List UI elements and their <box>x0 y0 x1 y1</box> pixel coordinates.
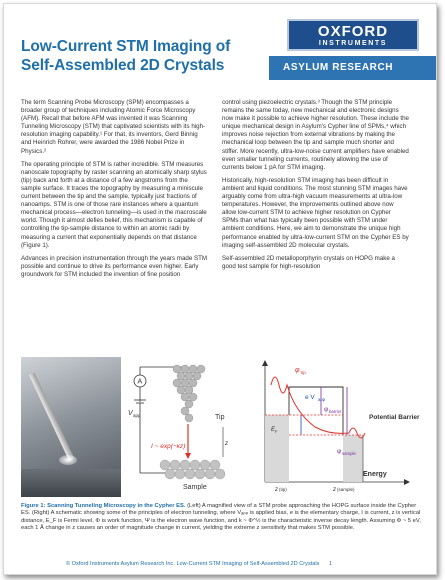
tip-label: Tip <box>215 414 225 421</box>
tip-atoms <box>173 365 205 422</box>
phi-barrier-label: φ <box>324 406 329 413</box>
logo-top-text: OXFORD <box>317 23 389 40</box>
phi-sample-subscript: sample <box>342 451 356 456</box>
sample-fermi-sea <box>343 435 363 482</box>
arrow-head-icon <box>185 453 191 459</box>
tip-fermi-sea <box>265 415 289 482</box>
phi-barrier-subscript: barrier <box>329 409 342 414</box>
ammeter-label: A <box>137 378 143 386</box>
stm-probe-photo <box>21 357 121 497</box>
potential-barrier-label: Potential Barrier <box>369 414 420 421</box>
asylum-research-banner: ASYLUM RESEARCH <box>269 56 437 80</box>
psi-tip-label: φ <box>295 367 300 374</box>
phi-sample-label: φ <box>337 448 342 455</box>
probe-tip-glow <box>59 455 77 465</box>
page-footer <box>66 561 426 567</box>
page-title: Low-Current STM Imaging of Self-Assembled 2D Crystals <box>21 38 231 74</box>
evapp-subscript: app <box>318 397 326 402</box>
current-formula: I ~ exp(−κz) <box>151 443 186 450</box>
hopg-sample-plate <box>21 469 121 497</box>
fermi-subscript: F <box>275 429 278 434</box>
paragraph: The term Scanning Probe Microscopy (SPM) encompasses a broader group of techniques including Atomic Force Microscopy (AFM). Recall that before AFM was invented it was Scanning Tunneling Microscopy (STM) that captivated scientists with its high-resolution imaging capability.¹ For that, its inventors, Gerd Binnig and Heinrich Rohrer, were awarded the 1986 Nobel Prize in Physics.² <box>21 99 206 155</box>
page <box>3 3 437 575</box>
z-tip-subscript: (tip) <box>279 487 287 492</box>
fermi-label: E <box>271 427 276 433</box>
z-sample-label: z <box>333 487 336 493</box>
vapp-label: V <box>128 410 133 417</box>
z-label: z <box>225 441 228 447</box>
energy-axis-label: Energy <box>363 471 387 478</box>
oxford-instruments-logo <box>287 19 419 51</box>
vapp-subscript: app <box>133 413 141 418</box>
paragraph: Historically, high-resolution STM imaging has been difficult in ambient and liquid conditions. The most stunning STM images have arguably come from ultra-high vacuum measurements at ultra-low temperatures. However, the improvements outlined above now allow low-current STM to achieve higher resolution on Cypher SPMs than what has typically been possible with STM under ambient conditions. Here, we aim to demonstrate the unique high performance enabled by ultra-low-current STM on the Cypher ES by imaging self-assembled 2D molecular crystals. <box>222 176 409 249</box>
right-column <box>222 99 409 276</box>
z-sample-subscript: (sample) <box>337 487 355 492</box>
tunneling-schematic <box>125 357 421 497</box>
z-tip-label: z <box>275 487 278 493</box>
figure-caption <box>21 503 421 533</box>
figure-1 <box>21 357 421 497</box>
paragraph: The operating principle of STM is rather incredible. STM measures nanoscale topography by raster scanning an atomically sharp stylus (tip) back and forth at a distance of a few angstroms from the sample surface. It traces the topography by measuring a miniscule current between the tip and the sample, typically just fractions of nanoamps. STM is one of those rare instances where a quantum mechanical process—electron tunneling—is used in the macroscale world. Though it almost defies belief, this mechanism is capable of controlling the tip-sample distance to within an atomic radii by measuring a current that exponentially depends on that distance (Figure 1). <box>21 160 207 249</box>
paragraph: Self-assembled 2D metalloporphyrin crystals on HOPG make a good test sample for high-resolution <box>222 254 395 270</box>
caption-body: (Left) A magnified view of a STM probe approaching the HOPG surface inside the Cypher ES. (Right) A schematic showing some of the principles of electron tunneling, where Vₐₚₚ is applied bias, e is the elementary charge, I is current, z is vertical distance, E_F is Fermi level, Φ is work function, Ψ is the electron wave function, and k ~ Φ^½ is the characteristic inverse decay length. Assuming Φ ~ 5 eV, each 1 Å change in z causes an order of magnitude change in current, yielding the extreme z sensitivity that makes STM possible. <box>21 503 421 532</box>
sample-label: Sample <box>183 484 207 491</box>
logo-bottom-text: INSTRUMENTS <box>318 40 388 47</box>
probe-wire <box>29 372 75 461</box>
paragraph: control using piezoelectric crystals.³ Though the STM principle remains the same today, new mechanical and electronic designs now make it possible to achieve higher resolution. These include the unique mechanical design in Asylum's Cypher line of SPMs,⁴ which improves noise rejection from external vibrations by making the mechanical loop between the tip and sample much shorter and stiffer. More recently, ultra-low-noise current amplifiers have enabled even smaller tunneling currents, routinely allowing the use of currents below 1 pA for STM imaging. <box>222 99 409 171</box>
left-column <box>21 99 208 284</box>
psi-tip-subscript: tip <box>301 370 306 375</box>
paragraph: Advances in precision instrumentation through the years made STM possible and continue to drive its performance even higher. Early groundwork for STM included the invention of fine position <box>21 254 208 278</box>
evapp-label: e V <box>305 394 315 401</box>
footer-text: © Oxford Instruments Asylum Research Inc. Low-Current STM Imaging of Self-Assembled 2D Crystals <box>66 561 320 567</box>
caption-title: Figure 1: Scanning Tunneling Microscopy in the Cypher ES. <box>21 503 186 509</box>
sample-atoms <box>160 460 225 479</box>
page-number: 1 <box>329 561 333 567</box>
